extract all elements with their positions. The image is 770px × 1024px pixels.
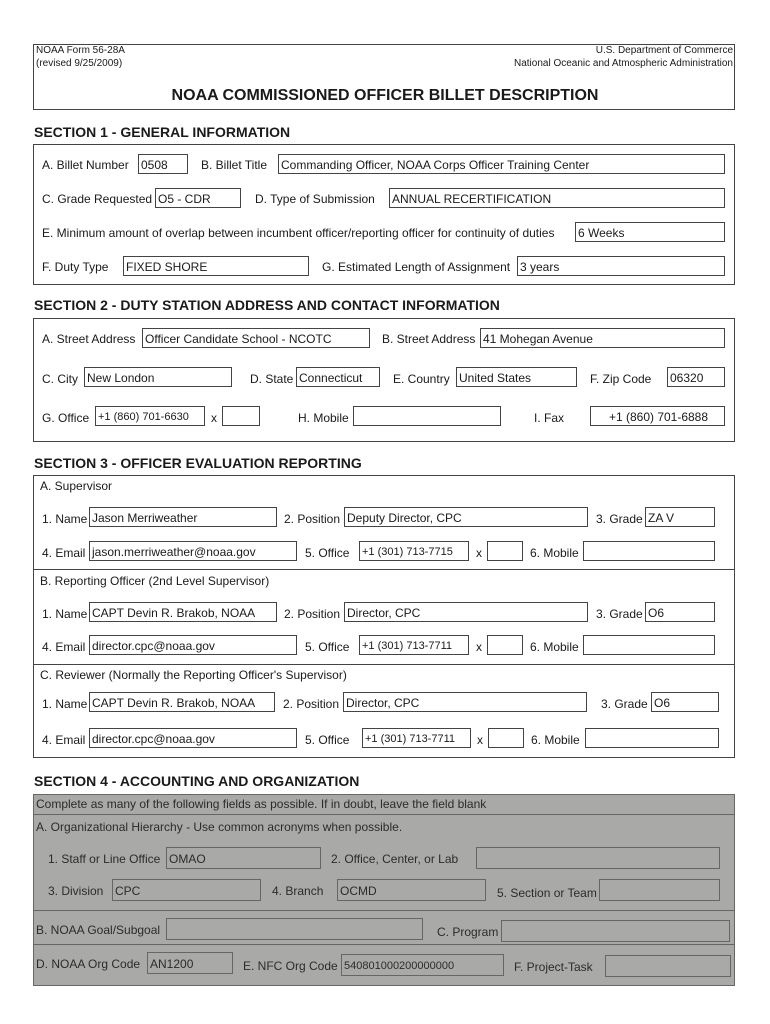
divider [33, 944, 735, 945]
reviewer-grade-label: 3. Grade [601, 697, 648, 711]
office-center-lab-label: 2. Office, Center, or Lab [331, 852, 459, 866]
reporting-position-label: 2. Position [284, 607, 341, 621]
noaa-goal-field[interactable] [166, 918, 423, 940]
fax-field[interactable]: +1 (860) 701-6888 [590, 406, 725, 426]
branch-field[interactable]: OCMD [337, 879, 486, 901]
project-task-label: F. Project-Task [514, 960, 593, 974]
section1-title: SECTION 1 - GENERAL INFORMATION [34, 124, 291, 140]
agency-name: National Oceanic and Atmospheric Administration [513, 58, 733, 69]
supervisor-ext-field[interactable] [487, 541, 523, 561]
noaa-org-code-label: D. NOAA Org Code [36, 957, 141, 971]
supervisor-mobile-label: 6. Mobile [530, 546, 579, 560]
supervisor-ext-label: x [476, 546, 482, 560]
office-center-lab-field[interactable] [476, 847, 720, 869]
reporting-grade-field[interactable]: O6 [645, 602, 715, 622]
office-ext-field[interactable] [222, 406, 260, 426]
street-address-b-label: B. Street Address [382, 332, 476, 346]
supervisor-office-field[interactable]: +1 (301) 713-7715 [359, 541, 469, 561]
program-field[interactable] [501, 920, 730, 942]
section3-title: SECTION 3 - OFFICER EVALUATION REPORTING [34, 455, 362, 471]
mobile-label: H. Mobile [298, 411, 349, 425]
reporting-office-label: 5. Office [305, 640, 350, 654]
fax-label: I. Fax [534, 411, 565, 425]
street-address-a-label: A. Street Address [42, 332, 136, 346]
branch-label: 4. Branch [272, 884, 324, 898]
assignment-length-field[interactable]: 3 years [517, 256, 725, 276]
form-number: NOAA Form 56-28A [36, 45, 125, 56]
page-title: NOAA COMMISSIONED OFFICER BILLET DESCRIPTION [171, 87, 599, 104]
reporting-name-label: 1. Name [42, 607, 88, 621]
form-revised-date: (revised 9/25/2009) [36, 58, 123, 69]
submission-type-field[interactable]: ANNUAL RECERTIFICATION [389, 188, 725, 208]
street-address-a-field[interactable]: Officer Candidate School - NCOTC [142, 328, 370, 348]
nfc-org-code-field[interactable]: 540801000200000000 [341, 954, 504, 976]
billet-title-field[interactable]: Commanding Officer, NOAA Corps Officer Training Center [278, 154, 725, 174]
reporting-name-field[interactable]: CAPT Devin R. Brakob, NOAA [89, 602, 277, 622]
divider [33, 910, 735, 911]
reporting-mobile-label: 6. Mobile [530, 640, 579, 654]
country-field[interactable]: United States [456, 367, 577, 387]
overlap-field[interactable]: 6 Weeks [575, 222, 725, 242]
reporting-ext-field[interactable] [487, 635, 523, 655]
noaa-org-code-field[interactable]: AN1200 [147, 952, 233, 974]
zip-code-label: F. Zip Code [590, 372, 652, 386]
staff-line-office-field[interactable]: OMAO [166, 847, 321, 869]
supervisor-grade-field[interactable]: ZA V [645, 507, 715, 527]
assignment-length-label: G. Estimated Length of Assignment [322, 260, 511, 274]
office-phone-label: G. Office [42, 411, 90, 425]
supervisor-grade-label: 3. Grade [596, 512, 643, 526]
mobile-field[interactable] [353, 406, 501, 426]
city-field[interactable]: New London [84, 367, 232, 387]
reporting-email-field[interactable]: director.cpc@noaa.gov [89, 635, 297, 655]
supervisor-heading: A. Supervisor [40, 479, 113, 493]
billet-number-field[interactable]: 0508 [138, 154, 188, 174]
divider [33, 569, 735, 570]
city-label: C. City [42, 372, 78, 386]
duty-type-label: F. Duty Type [42, 260, 109, 274]
reporting-grade-label: 3. Grade [596, 607, 643, 621]
section-team-field[interactable] [599, 879, 720, 901]
reporting-office-field[interactable]: +1 (301) 713-7711 [359, 635, 469, 655]
project-task-field[interactable] [605, 955, 731, 977]
grade-requested-label: C. Grade Requested [42, 192, 153, 206]
reviewer-ext-label: x [477, 733, 483, 747]
street-address-b-field[interactable]: 41 Mohegan Avenue [480, 328, 725, 348]
overlap-label: E. Minimum amount of overlap between incumbent officer/reporting officer for continuity of duties [42, 226, 555, 240]
division-label: 3. Division [48, 884, 104, 898]
divider [33, 664, 735, 665]
department-name: U.S. Department of Commerce [595, 45, 733, 56]
reporting-email-label: 4. Email [42, 640, 86, 654]
reporting-position-field[interactable]: Director, CPC [344, 602, 588, 622]
billet-title-label: B. Billet Title [201, 158, 268, 172]
reviewer-name-field[interactable]: CAPT Devin R. Brakob, NOAA [89, 692, 275, 712]
noaa-goal-label: B. NOAA Goal/Subgoal [36, 923, 161, 937]
supervisor-position-label: 2. Position [284, 512, 341, 526]
supervisor-office-label: 5. Office [305, 546, 350, 560]
org-hierarchy-heading: A. Organizational Hierarchy - Use common acronyms when possible. [36, 820, 403, 834]
supervisor-name-field[interactable]: Jason Merriweather [89, 507, 277, 527]
reviewer-mobile-field[interactable] [585, 728, 719, 748]
submission-type-label: D. Type of Submission [255, 192, 375, 206]
nfc-org-code-label: E. NFC Org Code [243, 959, 338, 973]
office-ext-label: x [211, 411, 217, 425]
reviewer-position-field[interactable]: Director, CPC [343, 692, 587, 712]
divider [33, 814, 735, 815]
reporting-mobile-field[interactable] [583, 635, 715, 655]
supervisor-email-field[interactable]: jason.merriweather@noaa.gov [89, 541, 297, 561]
office-phone-field[interactable]: +1 (860) 701-6630 [95, 406, 205, 426]
reviewer-office-field[interactable]: +1 (301) 713-7711 [362, 728, 471, 748]
program-label: C. Program [437, 925, 499, 939]
supervisor-email-label: 4. Email [42, 546, 86, 560]
zip-code-field[interactable]: 06320 [667, 367, 725, 387]
staff-line-office-label: 1. Staff or Line Office [48, 852, 161, 866]
division-field[interactable]: CPC [112, 879, 261, 901]
reviewer-mobile-label: 6. Mobile [531, 733, 580, 747]
reviewer-position-label: 2. Position [283, 697, 340, 711]
country-label: E. Country [393, 372, 450, 386]
reviewer-name-label: 1. Name [42, 697, 88, 711]
reporting-officer-heading: B. Reporting Officer (2nd Level Supervisor) [40, 574, 270, 588]
reviewer-heading: C. Reviewer (Normally the Reporting Officer's Supervisor) [40, 668, 347, 682]
state-field[interactable]: Connecticut [296, 367, 380, 387]
reviewer-grade-field[interactable]: O6 [651, 692, 719, 712]
reviewer-email-field[interactable]: director.cpc@noaa.gov [89, 728, 297, 748]
reporting-ext-label: x [476, 640, 482, 654]
reviewer-ext-field[interactable] [488, 728, 524, 748]
grade-requested-field[interactable]: O5 - CDR [155, 188, 241, 208]
section4-instruction: Complete as many of the following fields as possible. If in doubt, leave the field blank [36, 797, 487, 811]
section-team-label: 5. Section or Team [497, 886, 597, 900]
supervisor-name-label: 1. Name [42, 512, 88, 526]
supervisor-mobile-field[interactable] [583, 541, 715, 561]
supervisor-position-field[interactable]: Deputy Director, CPC [344, 507, 588, 527]
reviewer-office-label: 5. Office [305, 733, 350, 747]
state-label: D. State [250, 372, 294, 386]
billet-number-label: A. Billet Number [42, 158, 129, 172]
reviewer-email-label: 4. Email [42, 733, 86, 747]
section2-title: SECTION 2 - DUTY STATION ADDRESS AND CONTACT INFORMATION [34, 297, 500, 313]
section4-title: SECTION 4 - ACCOUNTING AND ORGANIZATION [34, 773, 360, 789]
duty-type-field[interactable]: FIXED SHORE [123, 256, 309, 276]
